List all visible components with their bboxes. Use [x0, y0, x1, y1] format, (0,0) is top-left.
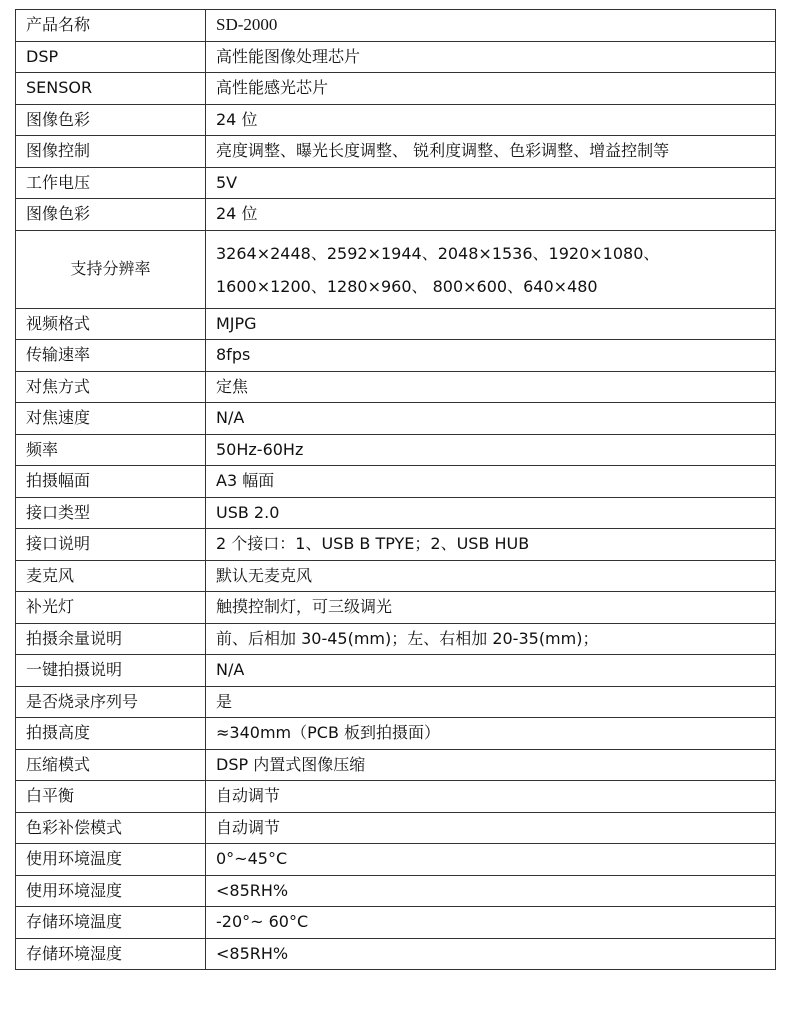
row-value: DSP 内置式图像压缩 — [206, 749, 776, 781]
table-row — [16, 136, 776, 168]
spec-table-body — [16, 10, 776, 970]
row-label: 使用环境湿度 — [16, 875, 206, 907]
row-value: <85RH% — [206, 938, 776, 970]
table-row — [16, 371, 776, 403]
row-label: 是否烧录序列号 — [16, 686, 206, 718]
row-label: 拍摄余量说明 — [16, 623, 206, 655]
row-label: 接口类型 — [16, 497, 206, 529]
table-row — [16, 812, 776, 844]
table-row — [16, 938, 776, 970]
table-row — [16, 907, 776, 939]
row-label: 拍摄幅面 — [16, 466, 206, 498]
table-row — [16, 308, 776, 340]
table-row — [16, 749, 776, 781]
table-row — [16, 875, 776, 907]
row-value: -20°~ 60°C — [206, 907, 776, 939]
table-row — [16, 529, 776, 561]
table-row — [16, 41, 776, 73]
row-value: N/A — [206, 655, 776, 687]
row-value: 默认无麦克风 — [206, 560, 776, 592]
row-label: 麦克风 — [16, 560, 206, 592]
row-value: 2 个接口：1、USB B TPYE；2、USB HUB — [206, 529, 776, 561]
row-label: 存储环境湿度 — [16, 938, 206, 970]
table-row — [16, 104, 776, 136]
row-label: 传输速率 — [16, 340, 206, 372]
row-value: 自动调节 — [206, 781, 776, 813]
row-value: 5V — [206, 167, 776, 199]
row-value: 24 位 — [206, 104, 776, 136]
row-label: 工作电压 — [16, 167, 206, 199]
row-label: 白平衡 — [16, 781, 206, 813]
table-row — [16, 230, 776, 308]
table-row — [16, 340, 776, 372]
row-label: 频率 — [16, 434, 206, 466]
row-value: ≈340mm（PCB 板到拍摄面） — [206, 718, 776, 750]
row-label: 接口说明 — [16, 529, 206, 561]
table-row — [16, 403, 776, 435]
row-value: A3 幅面 — [206, 466, 776, 498]
row-label: 产品名称 — [16, 10, 206, 42]
resolution-line: 1600×1200、1280×960、 800×600、640×480 — [216, 277, 598, 296]
row-label: DSP — [16, 41, 206, 73]
row-label: 对焦速度 — [16, 403, 206, 435]
row-label: 图像色彩 — [16, 199, 206, 231]
table-row — [16, 655, 776, 687]
table-row — [16, 10, 776, 42]
row-value: 0°~45°C — [206, 844, 776, 876]
row-value: 是 — [206, 686, 776, 718]
table-row — [16, 718, 776, 750]
spec-table — [15, 9, 776, 970]
table-row — [16, 686, 776, 718]
row-value: MJPG — [206, 308, 776, 340]
row-value: 50Hz-60Hz — [206, 434, 776, 466]
row-value: 高性能图像处理芯片 — [206, 41, 776, 73]
row-label: SENSOR — [16, 73, 206, 105]
row-label: 压缩模式 — [16, 749, 206, 781]
row-value: 自动调节 — [206, 812, 776, 844]
row-value: SD-2000 — [206, 10, 776, 42]
row-value: 高性能感光芯片 — [206, 73, 776, 105]
row-label: 存储环境温度 — [16, 907, 206, 939]
table-row — [16, 844, 776, 876]
row-label: 一键拍摄说明 — [16, 655, 206, 687]
table-row — [16, 560, 776, 592]
row-label: 色彩补偿模式 — [16, 812, 206, 844]
resolution-list — [216, 235, 775, 303]
row-value: 24 位 — [206, 199, 776, 231]
row-value: 定焦 — [206, 371, 776, 403]
row-value: 前、后相加 30-45(mm)；左、右相加 20-35(mm)； — [206, 623, 776, 655]
table-row — [16, 434, 776, 466]
row-value: 亮度调整、曝光长度调整、 锐利度调整、色彩调整、增益控制等 — [206, 136, 776, 168]
row-label: 支持分辨率 — [16, 230, 206, 308]
row-value — [206, 230, 776, 308]
table-row — [16, 167, 776, 199]
table-row — [16, 781, 776, 813]
row-label: 图像控制 — [16, 136, 206, 168]
table-row — [16, 73, 776, 105]
table-row — [16, 199, 776, 231]
row-label: 图像色彩 — [16, 104, 206, 136]
row-value: 8fps — [206, 340, 776, 372]
row-value: USB 2.0 — [206, 497, 776, 529]
table-row — [16, 497, 776, 529]
row-label: 补光灯 — [16, 592, 206, 624]
table-row — [16, 592, 776, 624]
row-value: 触摸控制灯，可三级调光 — [206, 592, 776, 624]
resolution-line: 3264×2448、2592×1944、2048×1536、1920×1080、 — [216, 244, 660, 263]
table-row — [16, 623, 776, 655]
row-label: 对焦方式 — [16, 371, 206, 403]
row-label: 拍摄高度 — [16, 718, 206, 750]
row-value: <85RH% — [206, 875, 776, 907]
row-value: N/A — [206, 403, 776, 435]
row-label: 使用环境温度 — [16, 844, 206, 876]
row-label: 视频格式 — [16, 308, 206, 340]
table-row — [16, 466, 776, 498]
